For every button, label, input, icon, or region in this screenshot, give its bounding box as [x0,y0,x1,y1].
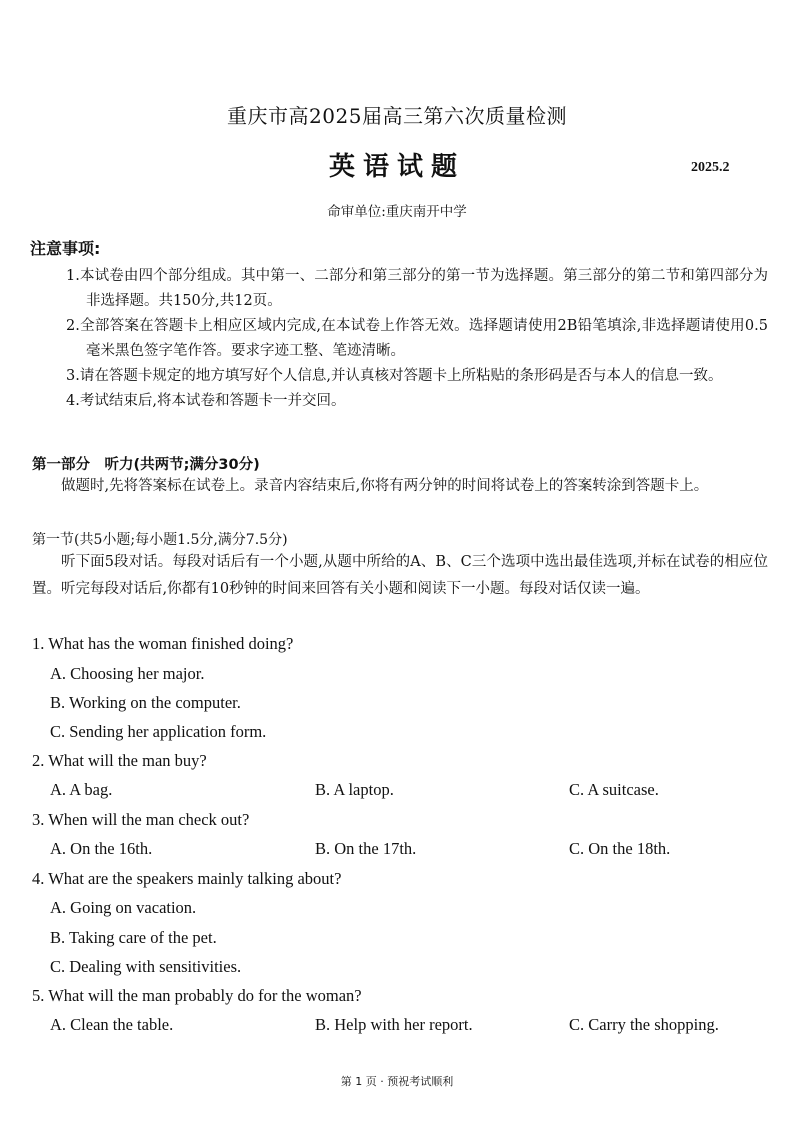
option-c: C. Dealing with sensitivities. [50,957,242,976]
question-stem: 3. When will the man check out? [32,810,250,829]
option-a: A. A bag. [50,780,113,799]
section1-intro: 听下面5段对话。每段对话后有一个小题,从题中所给的A、B、C三个选项中选出最佳选项,并标在试卷的相应位置。听完每段对话后,你都有10秒钟的时间来回答有关小题和阅读下一小题。每段对话仅读一遍。 [32,554,768,597]
question-stem: 5. What will the man probably do for the woman? [32,986,362,1005]
option-a: A. Clean the table. [50,1015,174,1034]
notice-item: 2.全部答案在答题卡上相应区域内完成,在本试卷上作答无效。选择题请使用2B铅笔填涂,非选择题请使用0.5毫米黑色签字笔作答。要求字迹工整、笔迹清晰。 [66,318,768,359]
section1-heading: 第一节(共5小题;每小题1.5分,满分7.5分) [32,532,288,548]
exam-date: 2025.2 [691,160,730,175]
option-b: B. Taking care of the pet. [50,928,217,947]
option-c: C. Carry the shopping. [569,1015,719,1034]
option-c: C. On the 18th. [569,839,671,858]
notice-item: 4.考试结束后,将本试卷和答题卡一并交回。 [66,393,346,409]
option-a: A. Going on vacation. [50,898,197,917]
part1-intro: 做题时,先将答案标在试卷上。录音内容结束后,你将有两分钟的时间将试卷上的答案转涂到答题卡上。 [61,478,709,494]
option-b: B. A laptop. [315,780,394,799]
option-a: A. Choosing her major. [50,664,205,683]
page-footer: 第 1 页 · 预祝考试顺利 [340,1075,454,1088]
question-stem: 2. What will the man buy? [32,751,207,770]
question-stem: 1. What has the woman finished doing? [32,634,294,653]
option-b: B. On the 17th. [315,839,417,858]
subject-title: 英语试题 [328,152,465,182]
notice-heading: 注意事项: [30,239,101,258]
notice-item: 1.本试卷由四个部分组成。其中第一、二部分和第三部分的第一节为选择题。第三部分的第二节和第四部分为非选择题。共150分,共12页。 [66,268,768,309]
part1-heading: 第一部分 听力(共两节;满分30分) [32,457,260,473]
option-a: A. On the 16th. [50,839,153,858]
notice-list [66,264,768,414]
option-c: C. Sending her application form. [50,722,267,741]
option-b: B. Help with her report. [315,1015,473,1034]
option-c: C. A suitcase. [569,780,659,799]
option-b: B. Working on the computer. [50,693,241,712]
notice-item: 3.请在答题卡规定的地方填写好个人信息,并认真核对答题卡上所粘贴的条形码是否与本人的信息一致。 [66,368,723,384]
setter-unit: 命审单位:重庆南开中学 [327,204,467,220]
question-stem: 4. What are the speakers mainly talking about? [32,869,342,888]
exam-title: 重庆市高2025届高三第六次质量检测 [227,104,567,128]
